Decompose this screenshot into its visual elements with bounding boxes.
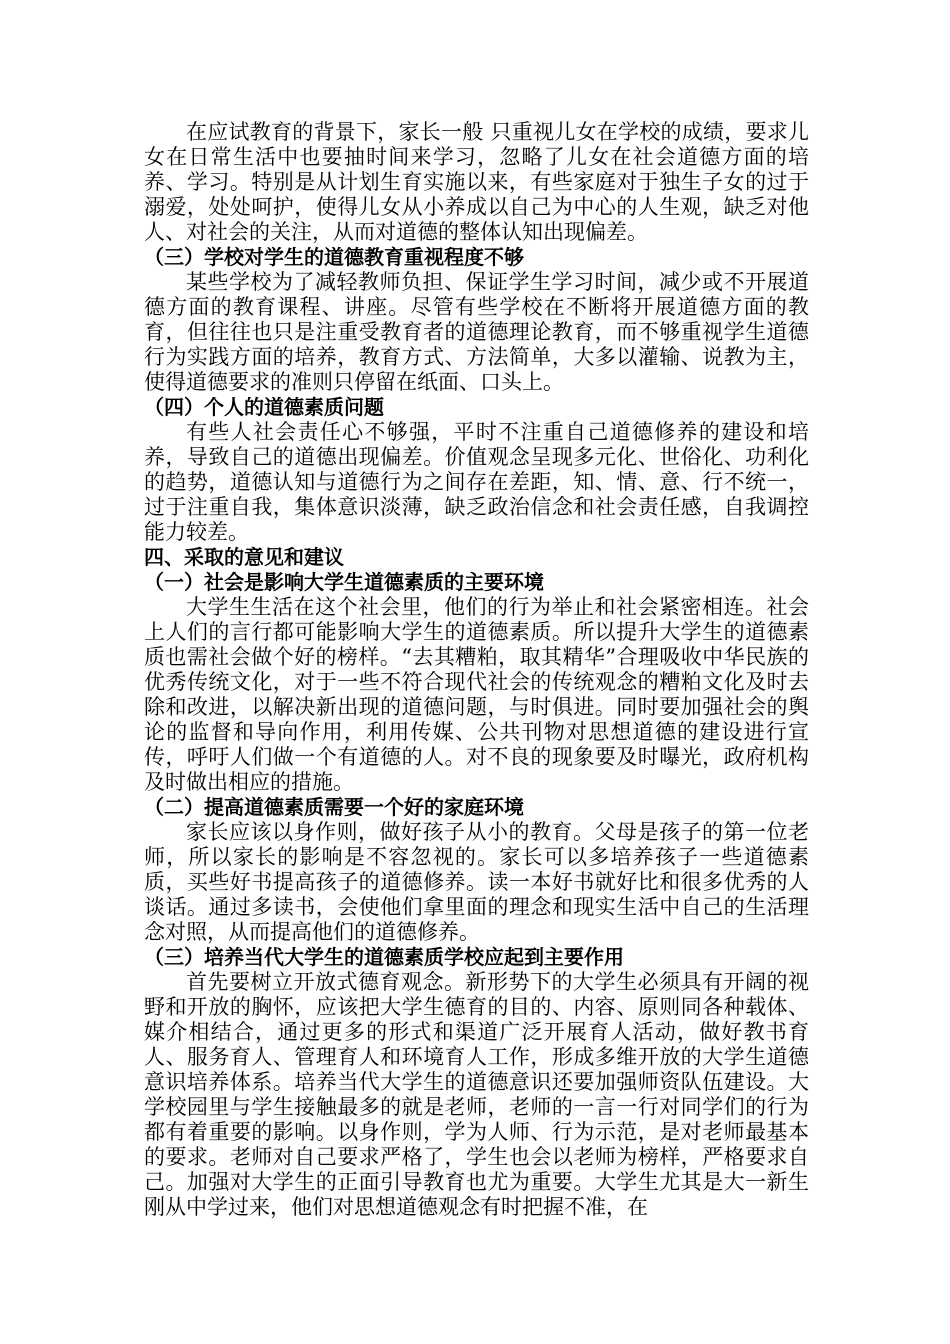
paragraph-school-moral-education: 某些学校为了减轻教师负担、保证学生学习时间，减少或不开展道德方面的教育课程、讲座。尽管有些学校在不断将开展道德方面的教育，但往往也只是注重受教育者的道德理论教育，而不够重视学生道德行为实践方面的培养，教育方式、方法简单，大多以灌输、说教为主，使得道德要求的准则只停留在纸面、口头上。 <box>144 270 809 394</box>
heading-school-moral-education: （三）学校对学生的道德教育重视程度不够 <box>144 245 524 269</box>
paragraph-society-environment: 大学生生活在这个社会里，他们的行为举止和社会紧密相连。社会上人们的言行都可能影响大学生的道德素质。所以提升大学生的道德素质也需社会做个好的榜样。“去其糟粕，取其精华”合理吸收中华民族的优秀传统文化，对于一些不符合现代社会的传统观念的糟粕文化及时去除和改进，以解决新出现的道德问题，与时俱进。同时要加强社会的舆论的监督和导向作用，利用传媒、公共刊物对思想道德的建设进行宣传，呼吁人们做一个有道德的人。对不良的现象要及时曝光，政府机构及时做出相应的措施。 <box>144 595 809 794</box>
heading-family-environment: （二）提高道德素质需要一个好的家庭环境 <box>144 795 524 819</box>
paragraph-personal-moral-quality: 有些人社会责任心不够强，平时不注重自己道德修养的建设和培养，导致自己的道德出现偏差。价值观念呈现多元化、世俗化、功利化的趋势，道德认知与道德行为之间存在差距，知、情、意、行不统一，过于注重自我，集体意识淡薄，缺乏政治信念和社会责任感，自我调控能力较差。 <box>144 420 809 544</box>
paragraph-school-role: 首先要树立开放式德育观念。新形势下的大学生必须具有开阔的视野和开放的胸怀，应该把大学生德育的目的、内容、原则同各种载体、媒介相结合，通过更多的形式和渠道广泛开展育人活动，做好教书育人、服务育人、管理育人和环境育人工作，形成多维开放的大学生道德意识培养体系。培养当代大学生的道德意识还要加强师资队伍建设。大学校园里与学生接触最多的就是老师，老师的一言一行对同学们的行为都有着重要的影响。以身作则，学为人师、行为示范，是对老师最基本的要求。老师对自己要求严格了，学生也会以老师为榜样，严格要求自己。加强对大学生的正面引导教育也尤为重要。大学生尤其是大一新生刚从中学过来，他们对思想道德观念有时把握不准，在 <box>144 970 809 1219</box>
paragraph-family-education: 在应试教育的背景下，家长一般 只重视儿女在学校的成绩，要求儿女在日常生活中也要抽时间来学习，忽略了儿女在社会道德方面的培养、学习。特别是从计划生育实施以来，有些家庭对于独生子女的过于溺爱，处处呵护，使得儿女从小养成以自己为中心的人生观，缺乏对他人、对社会的关注，从而对道德的整体认知出现偏差。 <box>144 120 809 244</box>
paragraph-family-environment: 家长应该以身作则，做好孩子从小的教育。父母是孩子的第一位老师，所以家长的影响是不容忽视的。家长可以多培养孩子一些道德素质，买些好书提高孩子的道德修养。读一本好书就好比和很多优秀的人谈话。通过多读书，会使他们拿里面的理念和现实生活中自己的生活理念对照，从而提高他们的道德修养。 <box>144 820 809 944</box>
heading-suggestions: 四、采取的意见和建议 <box>144 545 344 569</box>
heading-personal-moral-quality: （四）个人的道德素质问题 <box>144 395 384 419</box>
heading-school-role: （三）培养当代大学生的道德素质学校应起到主要作用 <box>144 945 624 969</box>
document-page <box>144 120 809 1220</box>
heading-society-environment: （一）社会是影响大学生道德素质的主要环境 <box>144 570 544 594</box>
